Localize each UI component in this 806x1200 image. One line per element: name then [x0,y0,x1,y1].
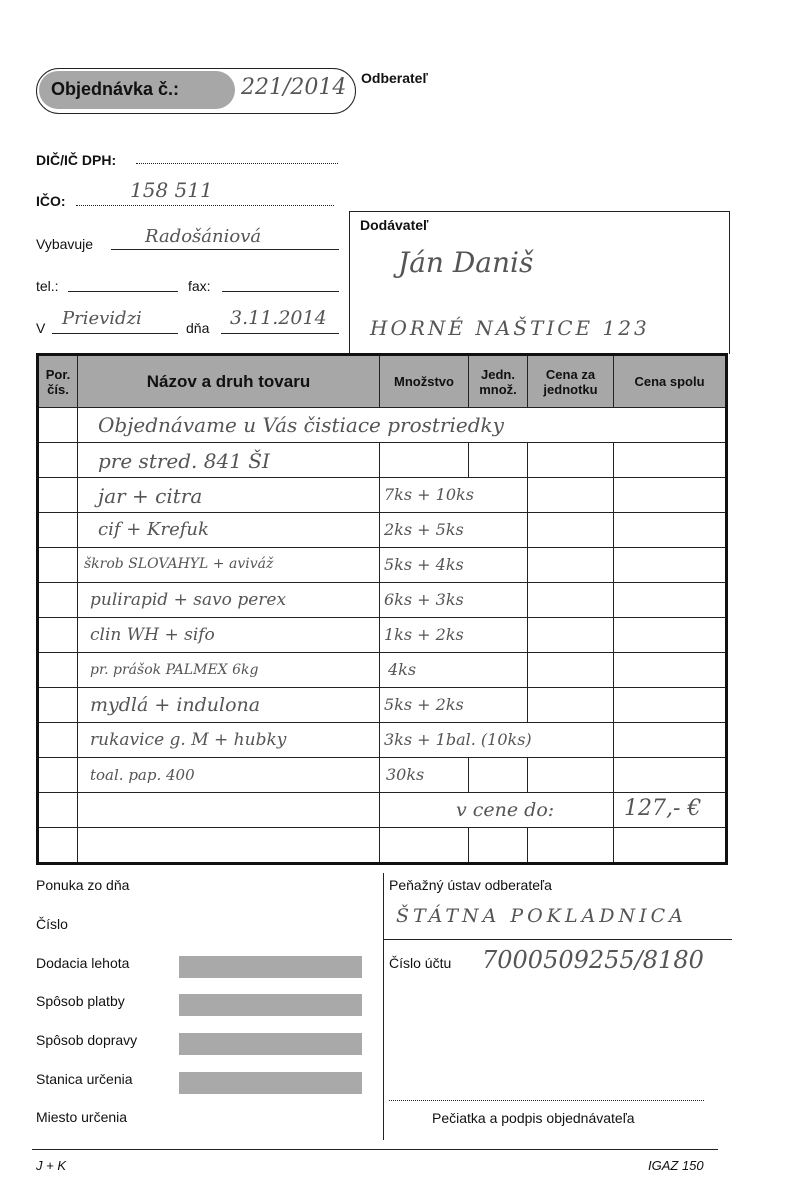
col-header-name: Názov a druh tovaru [78,355,380,408]
row-name: toal. pap. 400 [90,766,195,784]
offer-date-label: Ponuka zo dňa [36,877,130,893]
ico-value: 158 511 [130,178,213,202]
order-number-box [36,68,356,114]
row-quantity: 4ks [388,660,417,679]
bottom-left-text: J + K [36,1158,66,1173]
row-name: pre stred. 841 ŠI [98,449,270,473]
order-label: Objednávka č.: [51,79,180,99]
delivery-term-field [179,956,362,978]
account-value: 7000509255/8180 [482,946,704,974]
supplier-box [349,211,730,354]
table-row [38,793,727,828]
table-row [38,723,727,758]
table-row [38,653,727,688]
bank-label: Peňažný ústav odberateľa [389,877,552,893]
table-row [38,513,727,548]
place-prefix: V [36,320,46,336]
row-quantity: 30ks [386,765,425,784]
supplier-name: Ján Daniš [398,246,534,279]
col-header-unit: Jedn. množ. [469,355,528,408]
row-name: pulirapid + savo perex [90,590,287,610]
table-row [38,583,727,618]
bottom-rule [32,1149,718,1150]
destination-place-label: Miesto určenia [36,1109,128,1125]
account-label: Číslo účtu [389,955,452,971]
ico-label: IČO: [36,193,66,209]
table-header-row [38,355,727,408]
payment-method-field [179,994,362,1016]
place-field [52,333,178,334]
total-note: v cene do: [456,799,555,821]
row-quantity: 2ks + 5ks [384,520,464,539]
row-quantity: 6ks + 3ks [384,590,464,609]
row-quantity: 5ks + 2ks [384,695,464,714]
table-row [38,618,727,653]
col-header-unit-price: Cena za jednotku [528,355,614,408]
supplier-address: HORNÉ NAŠTICE 123 [370,316,650,340]
table-row [38,478,727,513]
form-code: IGAZ 150 [648,1158,704,1173]
offer-number-label: Číslo [36,916,68,932]
row-quantity: 1ks + 2ks [384,625,464,644]
row-quantity: 3ks + 1bal. (10ks) [384,730,532,749]
transport-method-field [179,1033,362,1055]
row-name: Objednávame u Vás čistiace prostriedky [98,413,504,437]
row-quantity: 5ks + 4ks [384,555,464,574]
col-header-total-price: Cena spolu [614,355,727,408]
order-number: 221/2014 [241,75,347,100]
col-header-number: Por. čís. [38,355,78,408]
table-row [38,548,727,583]
tel-field [68,291,178,292]
signature-label: Pečiatka a podpis objednávateľa [432,1110,635,1126]
bank-value: ŠTÁTNA POKLADNICA [396,905,687,927]
table-row [38,758,727,793]
row-name: clin WH + sifo [90,625,215,645]
row-name: mydlá + indulona [90,694,261,716]
dic-field [136,163,338,164]
transport-method-label: Spôsob dopravy [36,1032,138,1048]
supplier-label: Dodávateľ [360,217,429,233]
row-name: rukavice g. M + hubky [90,730,287,750]
row-name: pr. prášok PALMEX 6kg [90,662,259,678]
fax-field [222,291,339,292]
table-row [38,408,727,443]
dic-label: DIČ/IČ DPH: [36,152,117,168]
delivery-term-label: Dodacia lehota [36,955,130,971]
tel-label: tel.: [36,278,59,294]
destination-station-field [179,1072,362,1094]
bank-underline [383,939,732,940]
total-value: 127,- € [624,796,702,821]
footer-divider [383,873,384,1140]
table-row [38,828,727,864]
date-label: dňa [186,320,210,336]
table-row [38,688,727,723]
destination-station-label: Stanica určenia [36,1071,133,1087]
table-row [38,443,727,478]
issued-by-field [111,249,339,250]
issued-by-value: Radošániová [145,226,262,247]
row-quantity: 7ks + 10ks [384,485,474,504]
items-table [36,353,728,865]
col-header-quantity: Množstvo [380,355,469,408]
date-field [221,333,339,334]
row-name: cif + Krefuk [98,519,209,540]
issued-by-label: Vybavuje [36,236,94,252]
date-value: 3.11.2014 [230,307,327,329]
customer-label: Odberateľ [361,70,428,86]
ico-field [76,205,334,206]
place-value: Prievidzi [62,308,142,329]
fax-label: fax: [188,278,211,294]
row-name: škrob SLOVAHYL + aviváž [84,556,274,572]
signature-line [389,1100,704,1101]
row-name: jar + citra [98,484,203,508]
payment-method-label: Spôsob platby [36,993,125,1009]
